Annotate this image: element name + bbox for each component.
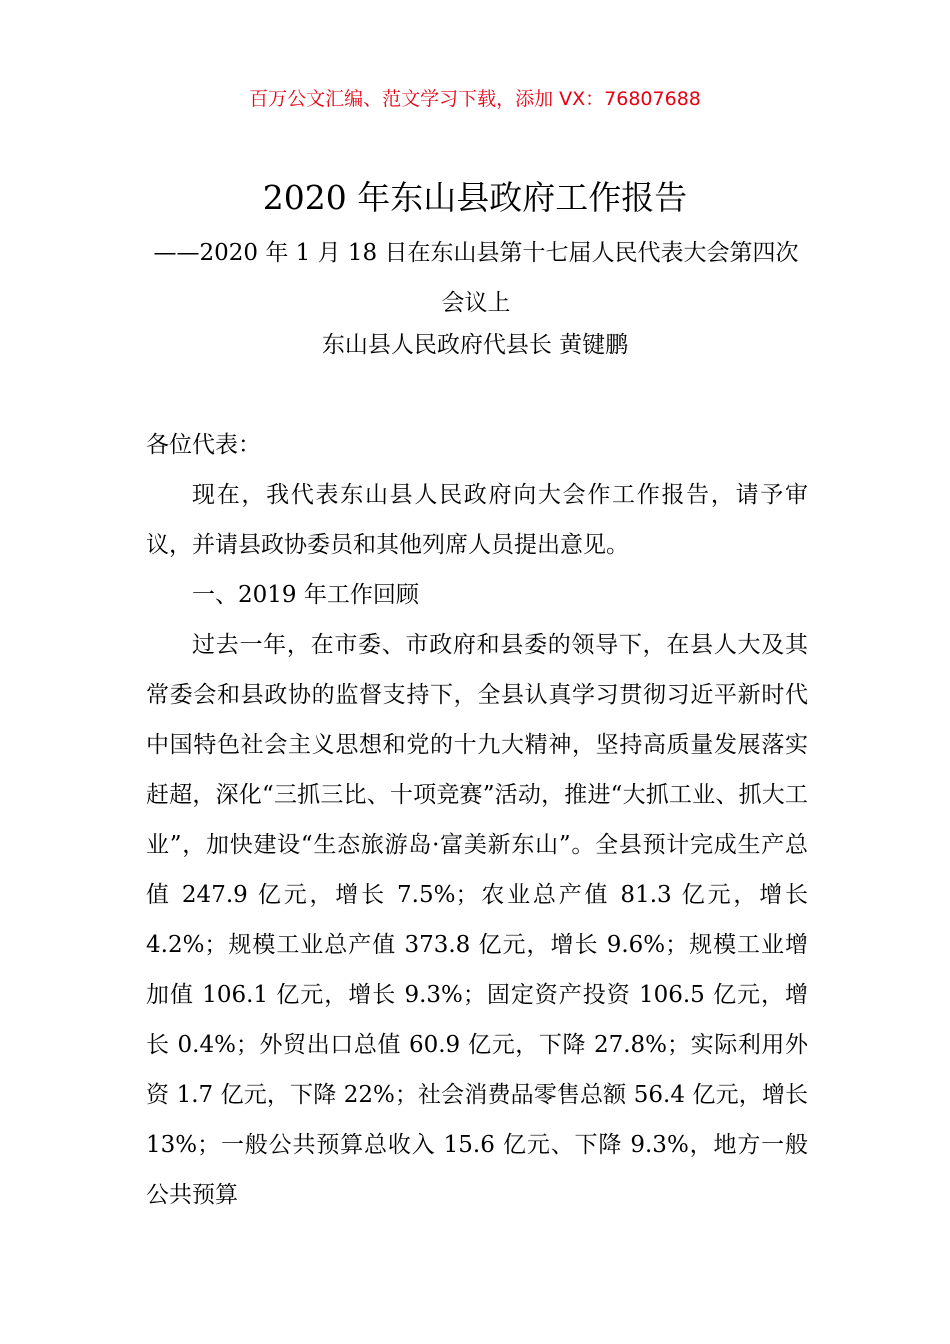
document-title: 2020 年东山县政府工作报告 [262,178,688,217]
intro-paragraph: 现在，我代表东山县人民政府向大会作工作报告，请予审议，并请县政协委员和其他列席人员提出意见。 [146,482,808,558]
section-heading: 一、2019 年工作回顾 [192,582,419,608]
document-body [146,420,808,1220]
document-subtitle: ——2020 年 1 月 18 日在东山县第十七届人民代表大会第四次会议上 [153,240,799,316]
salutation: 各位代表： [146,432,261,458]
review-paragraph: 过去一年，在市委、市政府和县委的领导下，在县人大及其常委会和县政协的监督支持下，全县认真学习贯彻习近平新时代中国特色社会主义思想和党的十九大精神，坚持高质量发展落实赶超，深化“三抓三比、十项竞赛”活动，推进“大抓工业、抓大工业”，加快建设“生态旅游岛·富美新东山”。全县预计完成生产总值 247.9 亿元，增长 7.5%；农业总产值 81.3 亿元，增长 4.2%；规模工业总产值 373.8 亿元，增长 9.6%；规模工业增加值 106.1 亿元，增长 9.3%；固定资产投资 106.5 亿元，增长 0.4%；外贸出口总值 60.9 亿元，下降 27.8%；实际利用外资 1.7 亿元，下降 22%；社会消费品零售总额 56.4 亿元，增长 13%；一般公共预算总收入 15.6 亿元、下降 9.3%，地方一般公共预算 [146,632,808,1208]
document-author: 东山县人民政府代县长 黄键鹏 [321,332,629,358]
download-banner: 百万公文汇编、范文学习下载，添加 VX：76807688 [249,88,701,110]
